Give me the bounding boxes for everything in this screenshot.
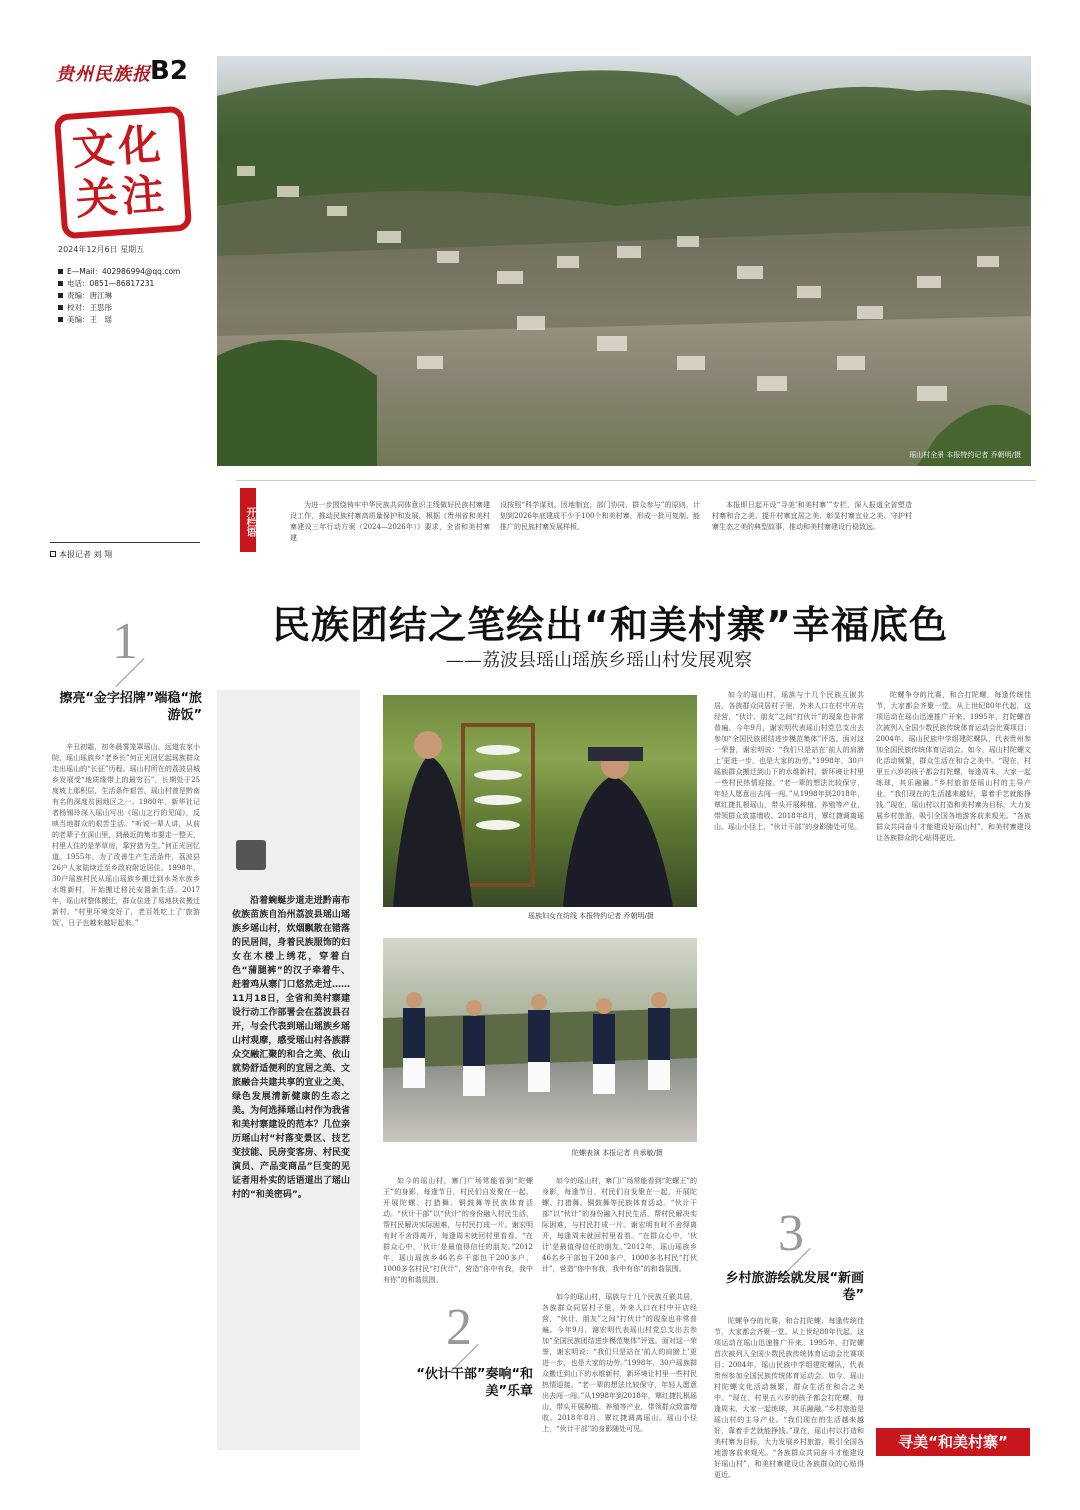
section-3-title: 乡村旅游绘就发展“新画卷”	[725, 1271, 864, 1303]
intro-col3: 本报即日起开设“寻美‘和美村寨’”专栏，深入报道全省塑造村寨和合之美、提升村寨宜居之美、彰显村寨宜业之美、守护村寨生态之美的典型故事，推动和美村寨建设行稳致远。	[712, 501, 912, 531]
column-tag: 寻美“和美村寨”	[876, 1428, 1030, 1456]
contact-phone: 电话：0851—86817231	[58, 278, 180, 290]
section-1-number: 1	[112, 613, 138, 670]
hero-photo-village	[217, 56, 1031, 466]
section-2-title: “伙计干部”奏响“和美”乐章	[416, 1367, 533, 1399]
section-title-line1: 文化	[70, 119, 166, 175]
byline: 本报记者 刘 翔	[50, 542, 200, 560]
lead-text: 沿着蜿蜒步道走进黔南布依族苗族自治州荔波县瑶山瑶族乡瑶山村，炊烟飘散在错落的民居间，身着民族服饰的妇女在木楼上绣花，穿着白色“蒲腿裤”的汉子牵着牛、赶着鸡从寨门口悠然走过……11月18日，全省和美村寨建设行动工作部署会在荔波县召开，与会代表到瑶山瑶族乡瑶山村观摩，感受瑶山村各族群众交融汇聚的和合之美、依山就势舒适便利的宜居之美、文旅融合共建共享的宜业之美、绿色发展清新健康的生态之美。为何选择瑶山村作为我省和美村寨建设的范本？几位亲历瑶山村“村落变景区、技艺变技能、民房变客房、村民变演员、产品变商品”巨变的见证者用朴实的话语道出了瑶山村的“和美密码”。	[232, 896, 350, 1200]
section-1-body: 辛丑初霜，初冬晨雾笼罩瑶山，远道农家小院，瑶山瑶族乡“老乡长”何正光回忆起瑶族群众走出瑶山的“长征”历程。瑶山村所在的荔波县城乡发展受“地质缘带上的最穷石”，长期处于25度坡上那积层，生活条件艰苦。瑶山村曾是黔南有名的深度贫困地区之一。1980年，新华社记者杨锡玲深入瑶山写出《瑶山之行的见闻》，反映当地群众的艰苦生活。“听说一辈人讲，从前的老辈子在深山里，到最近的集市要走一整天，村里人住的是茅草房，靠狩猎为生。”何正光回忆道。1955年，为了改善生产生活条件，荔波县26户人家陆续迁至乡政府附近居住。1998年，30户瑶族村民从瑶山瑶族乡搬迁到水尧水族乡水维新村，开始搬迁移民安置新生活。2017年，瑶山村整体搬迁，群众住进了易地扶贫搬迁新村。“村里环境变好了，老百姓吃上了‘旅游饭’，日子也越来越好起来。”	[52, 743, 200, 927]
intro-tag: 开栏语	[240, 488, 256, 552]
body-col-c3: 如今的瑶山村，瑶族与十几个民族互嵌共居，各族群众同居村子里，外来人口在村中开店经营，“伙计、朋友”之间“打伙计”的现象也非常普遍。今年9月，谢宏明代表瑶山村党总支出去参加“全国民族团结进步模范集体”评选。面对这一荣誉，谢宏明说：“我们只是站在‘前人的肩膀上’更进一步，也是大家的功劳。”1998年，30户瑶族群众搬迁到山下的水维新村，新环境让村里一些村民热情迎接。“老一辈的想法比较保守，年轻人愿意出去闯一闯。”从1998年到2018年，覃红捷扎根瑶山，带头开展种植、养殖等产业，带领群众致富增收。2018年8月，覃红捷调离瑶山。瑶山小径上，“伙计干部”的身影随处可见。	[542, 1293, 697, 1433]
body-col-c: 如今的瑶山村，寨门广场常能看到“陀螺王”的身影，每逢节日，村民们自发聚在一起，开展陀螺、打猎舞、铜鼓舞等民族体育活动。“伙计干部”以“伙计”的身份融入村民生活，帮村民解决实际困难，与村民打成一片。谢宏明有时不舍得离开，每逢周末就回村里看看。“在群众心中，‘伙计’是最值得信任的朋友。”2012年，瑶山瑶族乡46名乡干部包干200多户，1000多名村民“打伙计”，营造“你中有我，我中有你”的和谐氛围。	[383, 1177, 533, 1284]
body-col-b2: 陀螺争夺的比赛，和合打陀螺，每逢传统佳节，大家都会齐聚一堂。从上世纪80年代起，这项运动在瑶山迅速推广开来。1995年，打陀螺首次被列入全国少数民族传统体育运动会比赛项目；2004年，瑶山民族中学组建陀螺队，代表贵州参加全国民族传统体育运动会。如今，瑶山村陀螺文化活动频繁，群众生活在和合之美中。“现在，村里五六岁的孩子都会打陀螺，每逢周末，大家一起练球，其乐融融。”乡村旅游是瑶山村的主导产业。“我们现在的生活越来越好，靠着手艺就能挣钱。”现在，瑶山村以打造和美村寨为目标，大力发展乡村旅游，吸引全国各地游客前来观光。“各族群众共同奋斗才能建设好瑶山村”，和美村寨建设让各族群众的心贴得更近。	[714, 1317, 864, 1479]
hero-photo-credit: 瑶山村全景 本报特约记者 乔朝明/摄	[909, 451, 1021, 459]
intro-col2: 设按照“科学谋划、因地制宜，部门协同、群众参与”的原则，计划到2026年底建成不少于100个和美村寨，形成一批可复制、能推广的民族村寨发展样板。	[500, 501, 700, 531]
photo-weaving	[383, 695, 697, 907]
contact-editor: 责编：唐江琳	[58, 290, 180, 302]
section-1-title: 擦亮“金字招牌”端稳“旅游饭”	[59, 691, 202, 723]
section-seal	[54, 106, 192, 240]
issue-date: 2024年12月6日 星期五	[58, 245, 145, 254]
body-col-b: 如今的瑶山村，瑶族与十几个民族互嵌共居，各族群众同居村子里，外来人口在村中开店经营，“伙计、朋友”之间“打伙计”的现象也非常普遍。今年9月，谢宏明代表瑶山村党总支出去参加“全国民族团结进步模范集体”评选。面对这一荣誉，谢宏明说：“我们只是站在‘前人的肩膀上’更进一步，也是大家的功劳。”1998年，30户瑶族群众搬迁到山下的水维新村，新环境让村里一些村民热情迎接。“老一辈的想法比较保守，年轻人愿意出去闯一闯。”从1998年到2018年，覃红捷扎根瑶山，带头开展种植、养殖等产业，带领群众致富增收。2018年8月，覃红捷调离瑶山。瑶山小径上，“伙计干部”的身影随处可见。	[714, 691, 864, 831]
section-3-number: 3	[778, 1205, 804, 1262]
paper-name: 贵州民族报	[56, 64, 151, 85]
caption-weaving: 瑶族妇女在纺线 本报特约记者 乔朝明/摄	[528, 912, 654, 920]
headline: 民族团结之笔绘出“和美村寨”幸福底色	[272, 603, 948, 647]
contact-proof: 校对：王思彤	[58, 302, 180, 314]
leaf-ornament-icon	[236, 840, 266, 870]
page-code: B2	[150, 56, 188, 86]
body-col-c2: 如今的瑶山村，寨门广场常能看到“陀螺王”的身影，每逢节日，村民们自发聚在一起，开展陀螺、打猎舞、铜鼓舞等民族体育活动。“伙计干部”以“伙计”的身份融入村民生活，帮村民解决实际困难，与村民打成一片。谢宏明有时不舍得离开，每逢周末就回村里看看。“在群众心中，‘伙计’是最值得信任的朋友。”2012年，瑶山瑶族乡46名乡干部包干200多户，1000多名村民“打伙计”，营造“你中有我，我中有你”的和谐氛围。	[542, 1177, 697, 1273]
contact-list	[58, 266, 180, 326]
caption-dance: 陀螺表演 本报记者 肖承敏/摄	[572, 1149, 663, 1157]
intro-col1: 为进一步围绕铸牢中华民族共同体意识主线做好民族村寨建设工作，推动民族村寨高质量保护和发展，根据《贵州省和美村寨建设三年行动方案（2024—2026年）》要求，全省和美村寨建	[290, 501, 490, 542]
body-col-d: 陀螺争夺的比赛，和合打陀螺，每逢传统佳节，大家都会齐聚一堂。从上世纪80年代起，这项运动在瑶山迅速推广开来。1995年，打陀螺首次被列入全国少数民族传统体育运动会比赛项目；2004年，瑶山民族中学组建陀螺队，代表贵州参加全国民族传统体育运动会。如今，瑶山村陀螺文化活动频繁，群众生活在和合之美中。“现在，村里五六岁的孩子都会打陀螺，每逢周末，大家一起练球，其乐融融。”乡村旅游是瑶山村的主导产业。“我们现在的生活越来越好，靠着手艺就能挣钱。”现在，瑶山村以打造和美村寨为目标，大力发展乡村旅游，吸引全国各地游客前来观光。“各族群众共同奋斗才能建设好瑶山村”，和美村寨建设让各族群众的心贴得更近。	[876, 691, 1031, 842]
contact-email: E—Mail：402986994@qq.com	[58, 266, 180, 278]
photo-dance	[383, 938, 697, 1142]
contact-art: 美编：王 瑶	[58, 314, 180, 326]
subheadline: ——荔波县瑶山瑶族乡瑶山村发展观察	[446, 650, 752, 671]
section-2-number: 2	[446, 1299, 472, 1356]
section-title-line2: 关注	[74, 169, 170, 225]
